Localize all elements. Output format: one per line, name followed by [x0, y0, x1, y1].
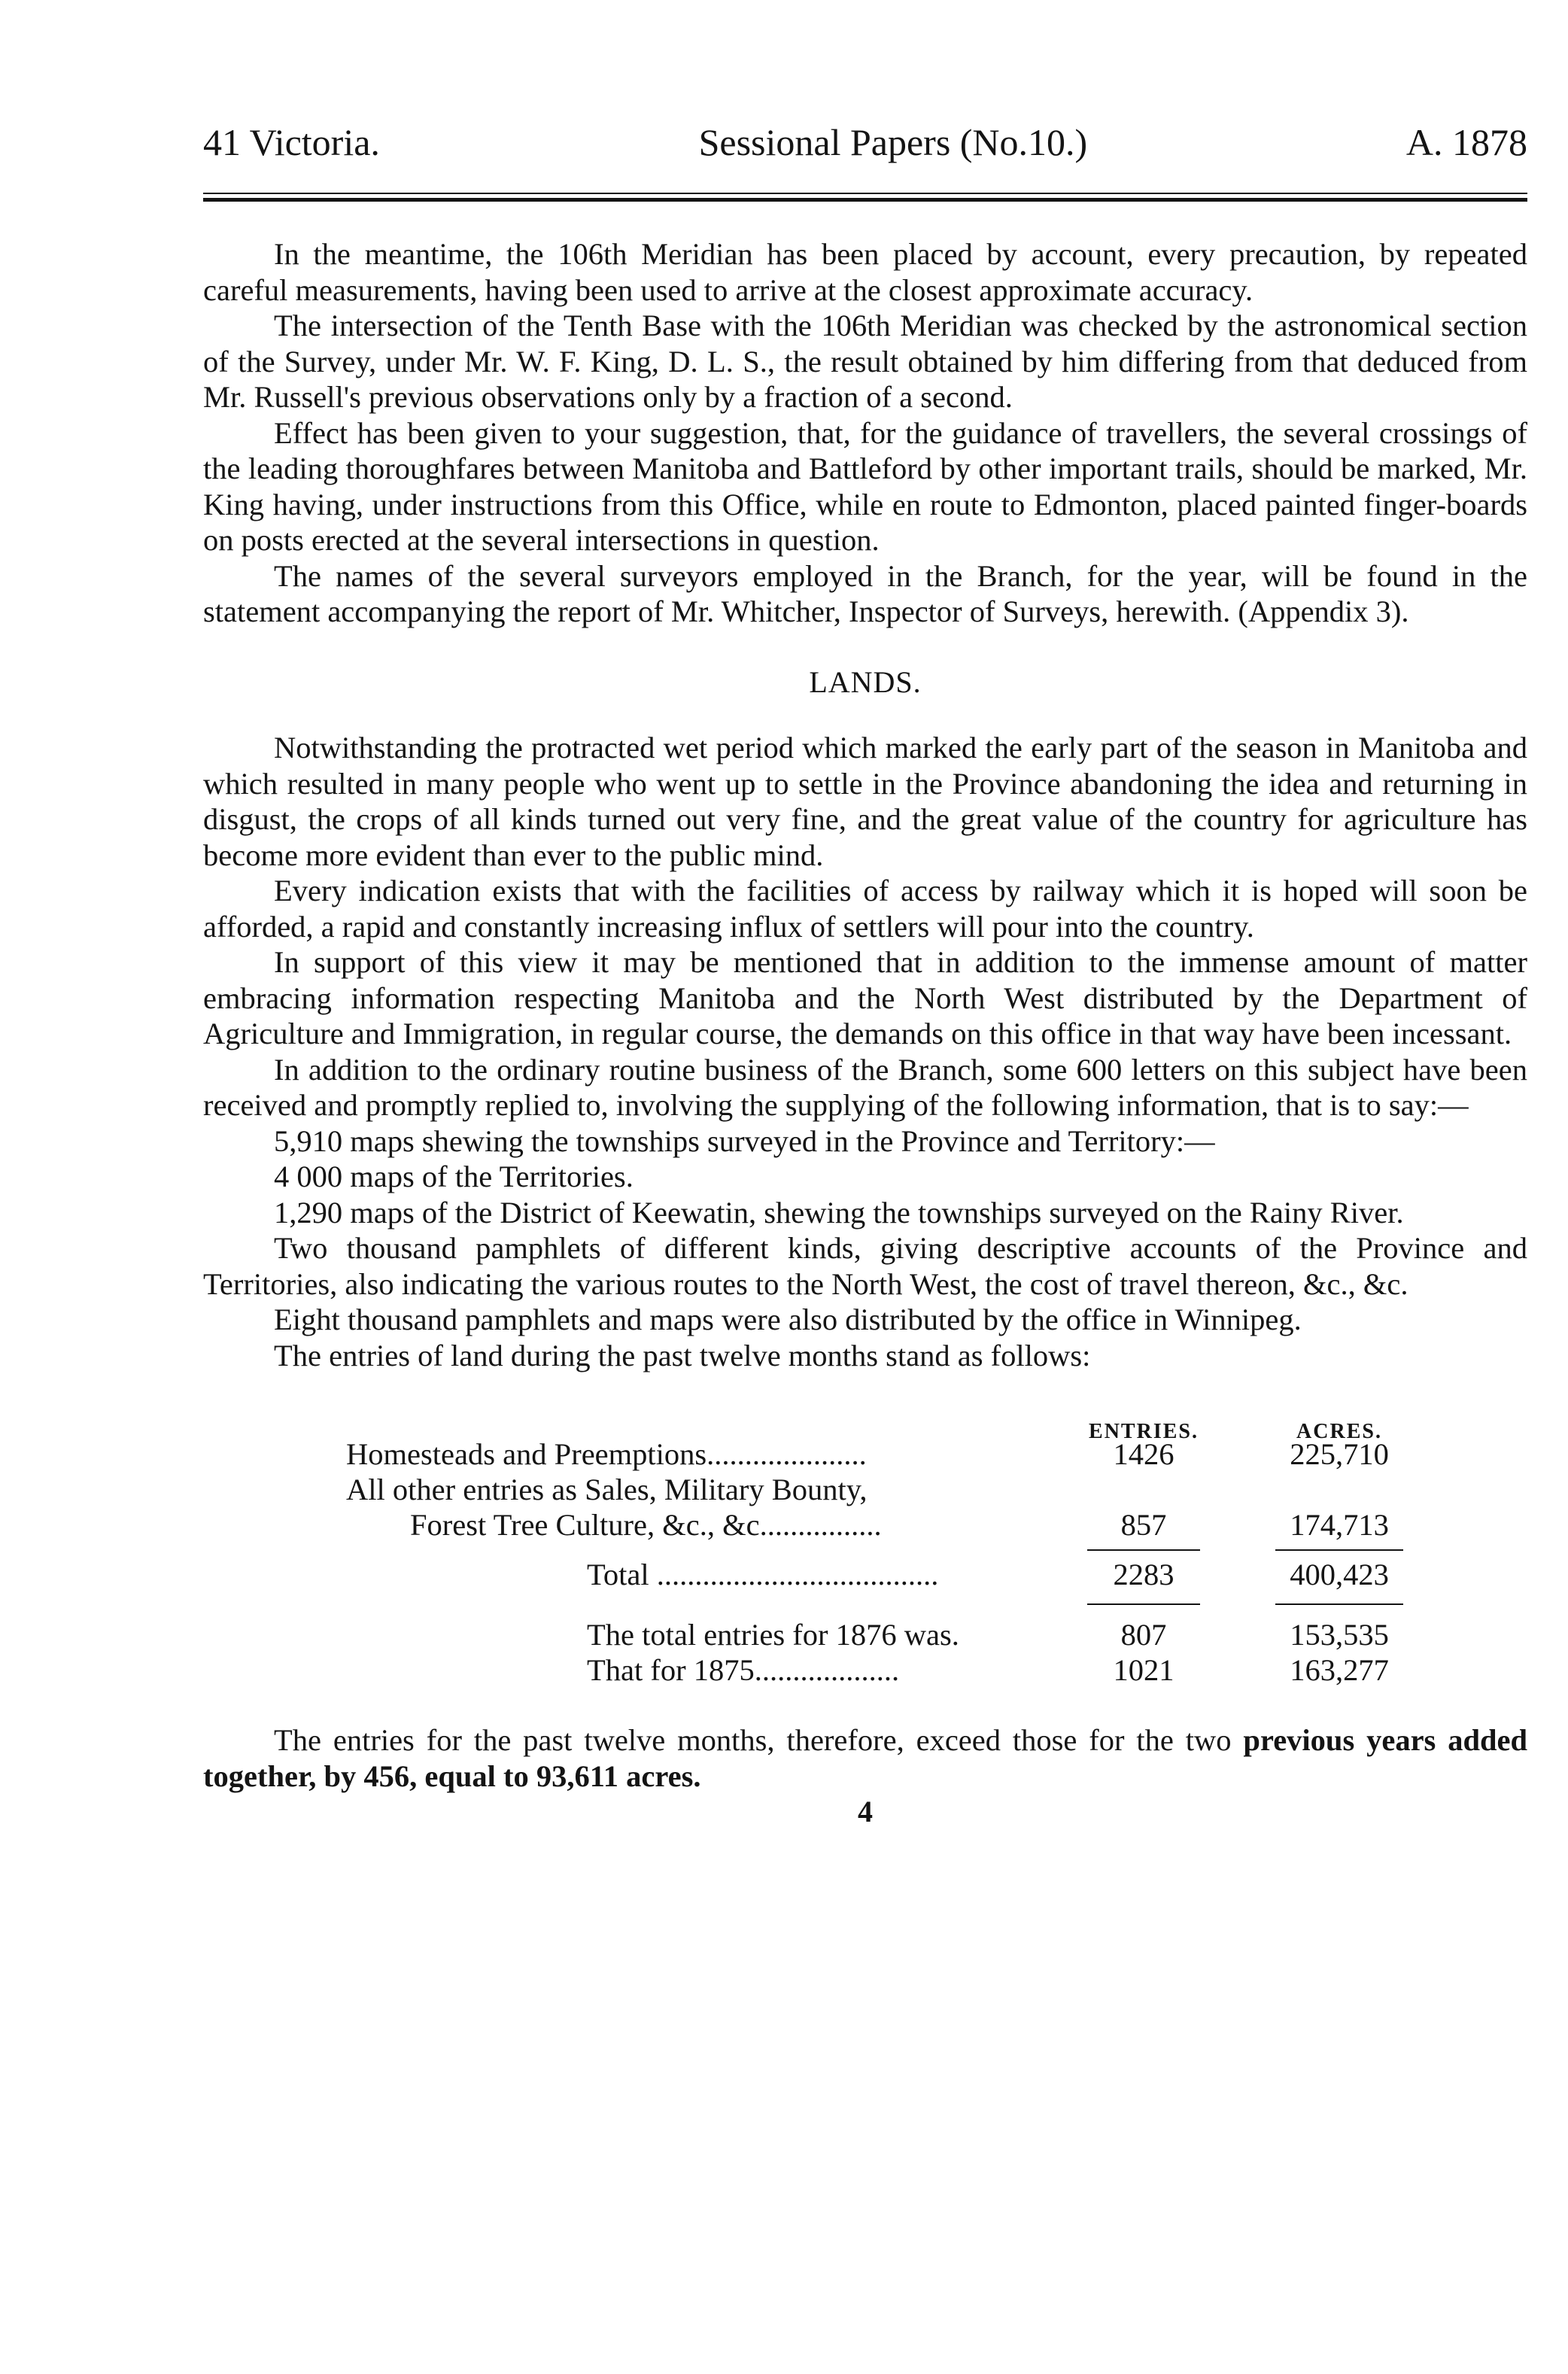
running-header: [203, 120, 1527, 181]
closing-paragraph: [203, 1722, 1527, 1794]
paragraph-meridian-placement: In the meantime, the 106th Meridian has been placed by account, every precaution, by repeated careful measurements, having been used to arrive at the closest approximate accuracy.: [203, 237, 1527, 307]
paragraph-entries-intro: The entries of land during the past twelve months stand as follows:: [274, 1338, 1091, 1372]
header-rule-thick: [203, 198, 1527, 202]
cell-acres: 174,713: [1290, 1508, 1389, 1542]
column-header-acres: ACRES.: [1296, 1420, 1382, 1443]
closing-text-b: previous years added together, by 456, equal to 93,611 acres.: [203, 1723, 1527, 1793]
row-label-homesteads: Homesteads and Preemptions.....................: [346, 1437, 867, 1471]
table-row: [203, 1436, 1527, 1472]
paragraph-trail-crossings: Effect has been given to your suggestion, that, for the guidance of travellers, the several crossings of the leading thoroughfares between Manitoba and Battleford by other important trails, should be marked, Mr. King having, under instructions from this Office, while en route to Edmonton, placed painted finger-boards on posts erected at the several intersections in question.: [203, 415, 1527, 557]
paragraph-letters-received: In addition to the ordinary routine business of the Branch, some 600 letters on this subject have been received and promptly replied to, involving the supplying of the following information, that is to say:—: [203, 1052, 1527, 1122]
table-row: [203, 1472, 1527, 1507]
list-item-maps-territories: 4 000 maps of the Territories.: [274, 1160, 634, 1193]
document-page: [203, 120, 1527, 1829]
paragraph-information-distributed: In support of this view it may be mentioned that in addition to the immense amount of matter embracing information respecting Manitoba and the North West distributed by the Department of Agriculture and Immigration, in regular course, the demands on this office in that way have been incessant.: [203, 945, 1527, 1050]
table-row: [203, 1652, 1527, 1688]
cell-entries-total: 2283: [1113, 1558, 1174, 1591]
row-label-other-entries: All other entries as Sales, Military Bounty,: [346, 1473, 868, 1506]
table-row: [203, 1617, 1527, 1652]
paragraph-tenth-base-intersection: The intersection of the Tenth Base with the 106th Meridian was checked by the astronomical section of the Survey, under Mr. W. F. King, D. L. S., the result obtained by him differing from that deduced from Mr. Russell's previous observations only by a fraction of a second.: [203, 309, 1527, 414]
header-title: Sessional Papers (No.10.): [698, 121, 1088, 163]
cell-entries: 857: [1120, 1508, 1167, 1542]
header-rule-thin: [203, 193, 1527, 194]
previous-years-table: [203, 1617, 1527, 1700]
sum-rule-acres: [1275, 1549, 1403, 1551]
list-item-maps-province: 5,910 maps shewing the townships surveyed in the Province and Territory:—: [274, 1123, 1215, 1158]
table-row: [203, 1507, 1527, 1543]
row-label-total: Total .....................................: [587, 1558, 939, 1591]
sum-rule-entries: [1087, 1549, 1200, 1551]
cell-entries: 1426: [1113, 1437, 1174, 1471]
header-rule: [203, 193, 1527, 202]
paragraph-wet-period: Notwithstanding the protracted wet period which marked the early part of the season in Manitoba and which resulted in many people who went up to settle in the Province abandoning the idea and returning in disgust, the crops of all kinds turned out very fine, and the great value of the country for agriculture has become more evident than ever to the public mind.: [203, 731, 1527, 872]
paragraph-railway-influx: Every indication exists that with the facilities of access by railway which it is hoped will soon be afforded, a rapid and constantly increasing influx of settlers will pour into the country.: [203, 874, 1527, 944]
row-label-forest-tree: Forest Tree Culture, &c., &c................: [410, 1508, 882, 1542]
list-item-winnipeg: Eight thousand pamphlets and maps were also distributed by the office in Winnipeg.: [274, 1303, 1302, 1336]
column-header-entries: ENTRIES.: [1089, 1420, 1199, 1443]
rule-entries: [1087, 1603, 1200, 1605]
header-volume: 41 Victoria.: [203, 121, 380, 163]
cell-entries-1875: 1021: [1113, 1653, 1174, 1687]
row-label-1875: That for 1875...................: [587, 1653, 900, 1687]
header-year: A. 1878: [1405, 121, 1527, 163]
cell-acres: 225,710: [1290, 1437, 1389, 1471]
list-item-maps-keewatin: 1,290 maps of the District of Keewatin, shewing the townships surveyed on the Rainy River.: [274, 1195, 1404, 1230]
table-total-row: [203, 1557, 1527, 1592]
closing-text-a: The entries for the past twelve months, therefore, exceed those for the two: [274, 1723, 1232, 1757]
row-label-1876: The total entries for 1876 was.: [587, 1618, 959, 1652]
cell-entries-1876: 807: [1120, 1618, 1167, 1652]
list-item-pamphlets: Two thousand pamphlets of different kinds, giving descriptive accounts of the Province and Territories, also indicating the various routes to the North West, the cost of travel thereon, &c., &c.: [203, 1231, 1527, 1301]
page-number: 4: [858, 1795, 873, 1828]
paragraph-surveyors-names: The names of the several surveyors employed in the Branch, for the year, will be found in the statement accompanying the report of Mr. Whitcher, Inspector of Surveys, herewith. (Appendix 3).: [203, 558, 1527, 628]
rule-acres: [1275, 1603, 1403, 1605]
cell-acres-1876: 153,535: [1290, 1618, 1389, 1652]
cell-acres-1875: 163,277: [1290, 1653, 1389, 1687]
body-text: [203, 236, 1527, 1373]
section-heading-lands: LANDS.: [809, 664, 922, 699]
closing-paragraph-text: [203, 1722, 1527, 1794]
cell-acres-total: 400,423: [1290, 1558, 1389, 1591]
